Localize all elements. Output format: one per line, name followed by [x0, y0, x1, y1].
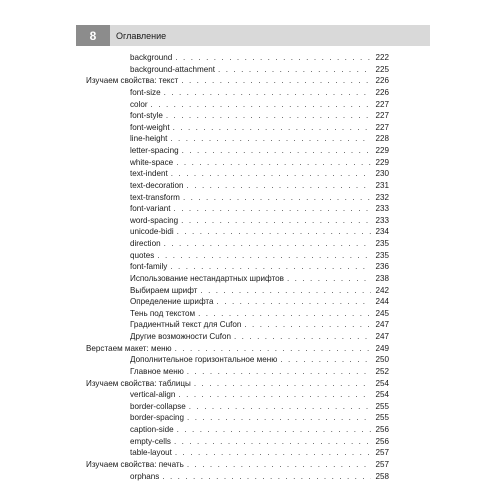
toc-entry-title: Тень под текстом [130, 308, 196, 318]
toc-entry-title: Верстаем макет: меню [86, 343, 172, 353]
toc-leader-dots [173, 122, 371, 134]
toc-entry-title: border-spacing [130, 413, 184, 423]
toc-leader-dots [198, 308, 371, 320]
toc-entry-page: 228 [375, 134, 389, 144]
toc-leader-dots [183, 192, 371, 204]
toc-entry [86, 471, 389, 483]
toc-leader-dots [170, 133, 371, 145]
toc-leader-dots [174, 203, 372, 215]
toc-entry-title: caption-side [130, 425, 174, 434]
toc-entry-page: 232 [375, 192, 389, 202]
toc-leader-dots [194, 378, 371, 390]
toc-entry-page: 225 [375, 64, 389, 74]
toc-entry [86, 250, 389, 262]
toc-entry [86, 436, 389, 448]
toc-entry-title: Градиентный текст для Cufon [130, 320, 242, 330]
toc-entry-title: table-layout [130, 448, 172, 458]
toc-entry [86, 273, 389, 285]
toc-entry-page: 235 [375, 239, 389, 248]
toc-entry-page: 222 [375, 53, 389, 62]
toc-entry-title: background-attachment [130, 64, 216, 74]
toc-entry-title: word-spacing [130, 215, 179, 225]
toc-leader-dots [287, 273, 371, 285]
toc-entry-title: font-variant [130, 204, 171, 214]
toc-entry-title: Изучаем свойства: таблицы [86, 378, 191, 388]
toc-entry [86, 215, 389, 227]
header-title: Оглавление [110, 25, 430, 46]
toc-entry-title: vertical-align [130, 390, 176, 400]
toc-entry-page: 249 [375, 343, 389, 353]
toc-entry-page: 238 [375, 273, 389, 283]
toc-entry-title: Изучаем свойства: печать [86, 459, 184, 469]
toc-entry-title: text-decoration [130, 180, 184, 190]
toc-entry-page: 231 [375, 180, 389, 190]
toc-entry-page: 234 [375, 227, 389, 237]
toc-entry [86, 168, 389, 180]
toc-leader-dots [182, 145, 371, 157]
toc-entry [86, 110, 389, 122]
toc-leader-dots [177, 226, 371, 238]
toc-entry [86, 192, 389, 204]
toc-entry-page: 255 [375, 413, 389, 423]
toc-entry [86, 354, 389, 366]
toc-entry-page: 229 [375, 157, 389, 167]
toc-entry-title: orphans [130, 471, 160, 481]
toc-entry [86, 319, 389, 331]
toc-leader-dots [175, 447, 371, 459]
toc-entry [86, 378, 389, 390]
toc-entry-page: 245 [375, 308, 389, 318]
page-header [76, 25, 430, 46]
toc-leader-dots [181, 215, 371, 227]
toc-entry [86, 133, 389, 145]
toc-leader-dots [187, 180, 371, 192]
toc-entry-page: 254 [375, 390, 389, 400]
toc-leader-dots [189, 401, 371, 413]
toc-entry-page: 257 [375, 459, 389, 469]
toc-entry [86, 122, 389, 134]
toc-entry-title: white-space [130, 157, 174, 167]
toc-entry-title: font-weight [130, 122, 170, 132]
toc-entry-page: 258 [375, 471, 389, 481]
toc-leader-dots [217, 296, 371, 308]
toc-leader-dots [175, 343, 371, 355]
table-of-contents [86, 52, 389, 482]
toc-entry-title: Выбираем шрифт [130, 285, 198, 295]
toc-entry-page: 247 [375, 332, 389, 341]
toc-entry-title: color [130, 99, 148, 109]
toc-entry-page: 227 [375, 111, 389, 121]
toc-leader-dots [164, 87, 371, 99]
toc-entry-title: unicode-bidi [130, 227, 174, 237]
toc-entry-title: Определение шрифта [130, 297, 214, 307]
toc-leader-dots [187, 459, 371, 471]
toc-leader-dots [175, 52, 371, 64]
toc-entry-title: border-collapse [130, 401, 186, 411]
toc-leader-dots [171, 168, 371, 180]
toc-leader-dots [244, 319, 371, 331]
toc-leader-dots [187, 366, 371, 378]
toc-entry-page: 233 [375, 215, 389, 225]
toc-leader-dots [157, 250, 371, 262]
toc-entry-title: line-height [130, 134, 168, 144]
toc-entry-page: 242 [375, 285, 389, 295]
toc-leader-dots [164, 238, 371, 250]
toc-entry-page: 236 [375, 262, 389, 272]
toc-leader-dots [181, 75, 371, 87]
toc-entry-page: 254 [375, 378, 389, 388]
toc-entry-title: Дополнительное горизонтальное меню [130, 355, 278, 365]
toc-entry [86, 296, 389, 308]
toc-entry [86, 401, 389, 413]
toc-leader-dots [200, 285, 371, 297]
toc-entry-title: font-family [130, 262, 168, 272]
toc-entry [86, 261, 389, 273]
toc-leader-dots [174, 436, 371, 448]
toc-leader-dots [178, 389, 371, 401]
toc-entry-page: 244 [375, 297, 389, 307]
toc-entry-page: 257 [375, 448, 389, 458]
toc-entry [86, 203, 389, 215]
toc-entry [86, 424, 389, 436]
toc-leader-dots [280, 354, 371, 366]
toc-entry [86, 308, 389, 320]
toc-entry-page: 256 [375, 425, 389, 434]
toc-entry-page: 229 [375, 146, 389, 155]
toc-entry-title: Изучаем свойства: текст [86, 76, 179, 86]
toc-entry-page: 226 [375, 76, 389, 86]
toc-entry [86, 285, 389, 297]
toc-entry [86, 226, 389, 238]
toc-entry-title: font-style [130, 111, 163, 121]
toc-leader-dots [162, 471, 371, 483]
toc-entry-title: empty-cells [130, 436, 171, 446]
toc-leader-dots [166, 110, 371, 122]
page-number: 8 [76, 25, 110, 46]
toc-entry-page: 227 [375, 99, 389, 109]
toc-entry [86, 157, 389, 169]
toc-entry [86, 366, 389, 378]
toc-entry-title: Другие возможности Cufon [130, 332, 231, 341]
toc-entry-title: Использование нестандартных шрифтов [130, 273, 284, 283]
toc-entry-page: 252 [375, 366, 389, 376]
toc-entry-title: direction [130, 239, 161, 248]
toc-leader-dots [234, 331, 371, 343]
toc-entry [86, 99, 389, 111]
toc-entry [86, 52, 389, 64]
toc-entry [86, 64, 389, 76]
toc-entry-title: font-size [130, 87, 161, 97]
toc-leader-dots [170, 261, 371, 273]
toc-entry-page: 227 [375, 122, 389, 132]
toc-leader-dots [151, 99, 371, 111]
toc-entry-title: quotes [130, 250, 155, 260]
toc-entry-page: 255 [375, 401, 389, 411]
toc-entry [86, 343, 389, 355]
toc-entry-title: background [130, 53, 173, 62]
toc-entry-page: 235 [375, 250, 389, 260]
toc-entry-title: Главное меню [130, 366, 184, 376]
toc-entry-page: 233 [375, 204, 389, 214]
toc-entry [86, 87, 389, 99]
toc-entry [86, 180, 389, 192]
toc-entry [86, 412, 389, 424]
toc-entry-page: 256 [375, 436, 389, 446]
toc-leader-dots [187, 412, 371, 424]
toc-entry [86, 238, 389, 250]
toc-entry [86, 145, 389, 157]
toc-entry [86, 447, 389, 459]
toc-entry-page: 250 [375, 355, 389, 365]
toc-entry-title: letter-spacing [130, 146, 179, 155]
toc-entry [86, 459, 389, 471]
toc-entry [86, 75, 389, 87]
toc-leader-dots [176, 157, 371, 169]
toc-entry-page: 226 [375, 87, 389, 97]
toc-entry-page: 230 [375, 169, 389, 179]
toc-entry [86, 389, 389, 401]
toc-leader-dots [218, 64, 371, 76]
toc-entry-title: text-transform [130, 192, 180, 202]
toc-entry [86, 331, 389, 343]
toc-leader-dots [177, 424, 371, 436]
toc-entry-title: text-indent [130, 169, 168, 179]
toc-entry-page: 247 [375, 320, 389, 330]
